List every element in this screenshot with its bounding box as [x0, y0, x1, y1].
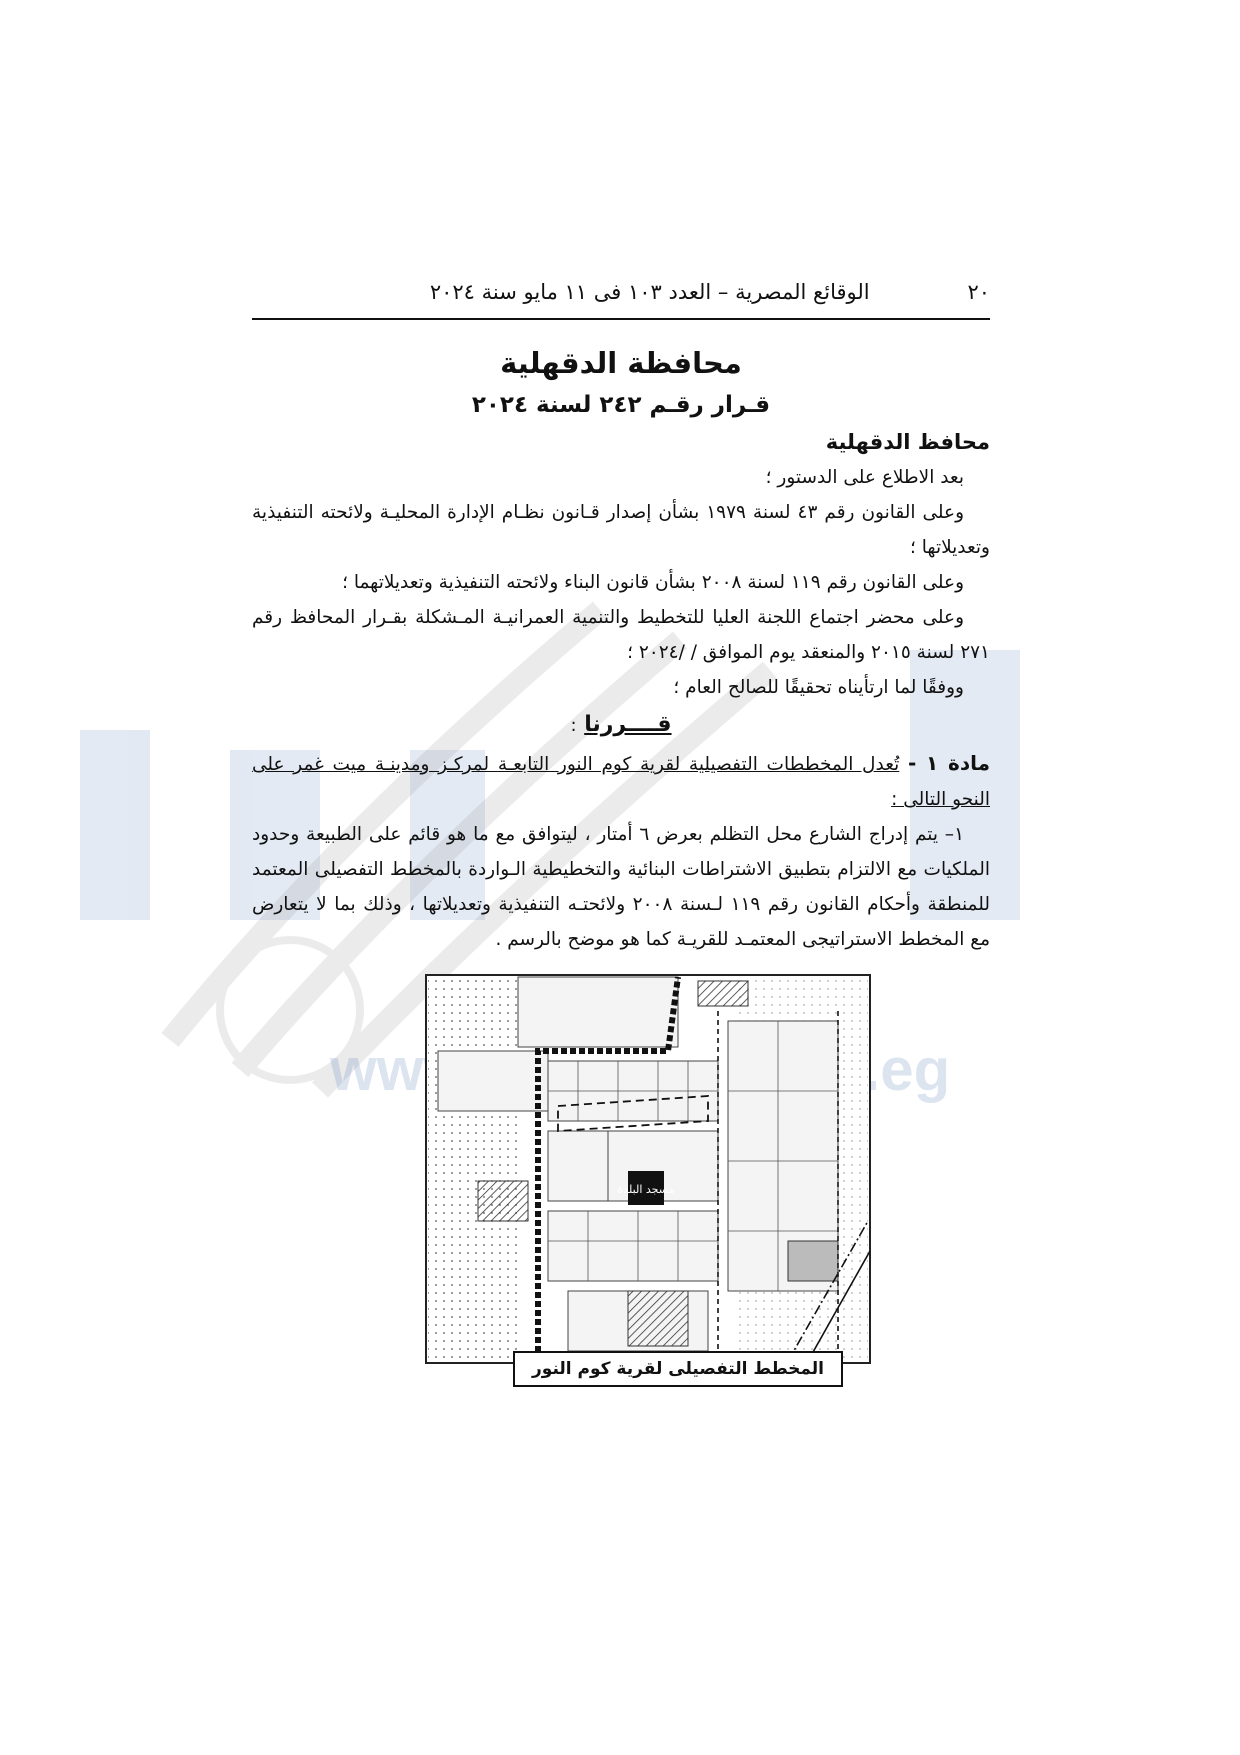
- detailed-plan-map: [418, 971, 878, 1391]
- page-number: ٢٠: [967, 280, 990, 304]
- preamble-constitution: بعد الاطلاع على الدستور ؛: [765, 467, 964, 488]
- article-1-heading: مادة ١ -: [907, 751, 990, 775]
- gazette-line: الوقائع المصرية – العدد ١٠٣ فى ١١ مايو سنة ٢٠٢٤: [429, 280, 870, 304]
- governorate-title: محافظة الدقهلية: [500, 346, 742, 380]
- page-header: [252, 280, 990, 320]
- decided-word: قــــررنا: [584, 712, 672, 737]
- document-page: [252, 280, 990, 1391]
- preamble-public-interest: ووفقًا لما ارتأيناه تحقيقًا للصالح العام ؛: [673, 677, 964, 698]
- preamble-committee: وعلى محضر اجتماع اللجنة العليا للتخطيط والتنمية العمرانيـة المـشكلة بقـرار المحافظ رقم ٢٧١ لسنة ٢٠١٥ والمنعقد يوم الموافق / /٢٠٢٤ ؛: [252, 607, 990, 663]
- preamble-law-43: وعلى القانون رقم ٤٣ لسنة ١٩٧٩ بشأن إصدار قـانون نظـام الإدارة المحليـة ولائحته التنفيذية وتعديلاتها ؛: [252, 502, 990, 558]
- clause-1: ١– يتم إدراج الشارع محل التظلم بعرض ٦ أمتار ، ليتوافق مع ما هو قائم على الطبيعة وحدود الملكيات مع الالتزام بتطبيق الاشتراطات البنائية والتخطيطية الـواردة بالمخطط التفصيلى المعتمد للمنطقة وأحكام القانون رقم ١١٩ لـسنة ٢٠٠٨ ولائحتـه التنفيذية وتعديلاتها ، وذلك بما لا يتعارض مع المخطط الاستراتيجى المعتمـد للقريـة كما هو موضح بالرسم .: [252, 824, 990, 950]
- preamble-law-119: وعلى القانون رقم ١١٩ لسنة ٢٠٠٨ بشأن قانون البناء ولائحته التنفيذية وتعديلاتهما ؛: [342, 572, 964, 593]
- map-caption: المخطط التفصيلى لقرية كوم النور: [513, 1351, 843, 1387]
- decided-colon: :: [570, 715, 577, 736]
- mosque-label: مسجد البلدة: [617, 1183, 675, 1196]
- article-1: [252, 746, 990, 817]
- decree-title: قـرار رقـم ٢٤٢ لسنة ٢٠٢٤: [471, 392, 771, 418]
- map-drawing: [418, 971, 878, 1391]
- issuer: محافظ الدقهلية: [825, 430, 990, 454]
- decided-heading: [252, 707, 990, 744]
- article-1-text: تُعدل المخططات التفصيلية لقرية كوم النور التابعـة لمركـز ومدينـة ميت غمر على النحو التالى :: [252, 754, 990, 810]
